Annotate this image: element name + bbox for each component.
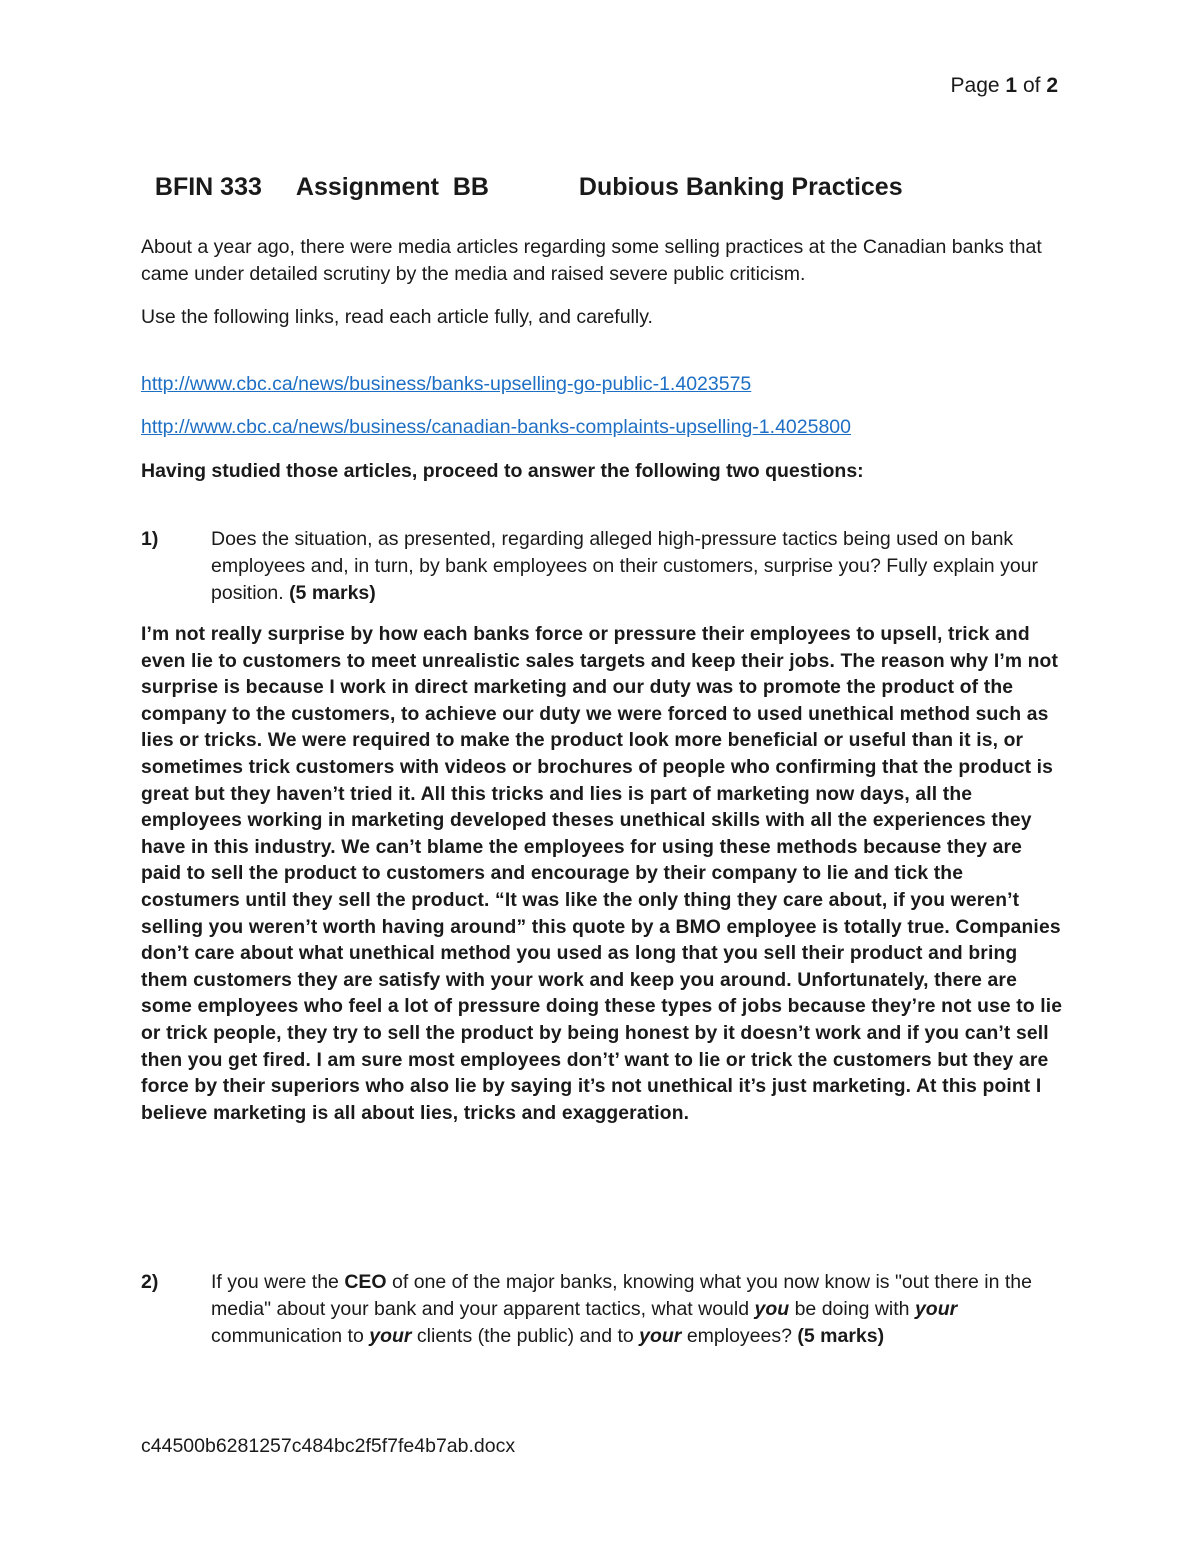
q2-part-3: be doing with	[789, 1298, 915, 1320]
page-number	[951, 74, 1058, 98]
page-total: 2	[1046, 74, 1058, 97]
q2-part-2: of one of the major banks, knowing what you now know is "out there in the media" about your bank and your apparent tactics, what would	[211, 1271, 1032, 1320]
link-text-2[interactable]: http://www.cbc.ca/news/business/canadian-banks-complaints-upselling-1.4025800	[141, 416, 851, 438]
questions-instruction: Having studied those articles, proceed to answer the following two questions:	[141, 460, 864, 482]
q2-your-1: your	[914, 1298, 958, 1320]
intro-paragraph: About a year ago, there were media articles regarding some selling practices at the Canadian banks that came under detailed scrutiny by the media and raised severe public criticism.	[141, 236, 1042, 285]
question-2-marks: (5 marks)	[797, 1325, 885, 1347]
link-text-1[interactable]: http://www.cbc.ca/news/business/banks-upselling-go-public-1.4023575	[141, 373, 752, 395]
question-1-number: 1)	[141, 528, 159, 550]
page-prefix: Page	[950, 74, 1000, 97]
title-topic: Dubious Banking Practices	[578, 173, 903, 201]
question-2-number: 2)	[141, 1271, 159, 1293]
question-1-text	[211, 526, 1061, 607]
document-title	[141, 144, 903, 202]
q2-part-4: communication to	[211, 1325, 370, 1347]
q2-your-3: your	[639, 1325, 682, 1347]
article-link-1[interactable]	[141, 371, 1061, 398]
q2-part-1: If you were the	[211, 1271, 345, 1293]
article-link-2[interactable]	[141, 414, 1061, 441]
page-current: 1	[1005, 74, 1018, 97]
q2-your-2: your	[369, 1325, 412, 1347]
page-of: of	[1022, 74, 1041, 97]
q2-ceo: CEO	[344, 1271, 387, 1293]
q2-part-5: clients (the public) and to	[411, 1325, 640, 1347]
question-1-body: Does the situation, as presented, regarding alleged high-pressure tactics being used on bank employees and, in turn, by bank employees on their customers, surprise you? Fully explain your position.	[211, 528, 1038, 604]
answer-1: I’m not really surprise by how each banks force or pressure their employees to upsell, trick and even lie to customers to meet unrealistic sales targets and keep their jobs. The reason why I’m not surprise is because I work in direct marketing and our duty was to promote the product of the company to the customers, to achieve our duty we were forced to used unethical method such as lies or tricks. We were required to make the product look more beneficial or useful than it is, or sometimes trick customers with videos or brochures of people who confirming that the product is great but they haven’t tried it. All this tricks and lies is part of marketing now days, all the employees working in marketing developed theses unethical skills with all the experiences they have in this industry. We can’t blame the employees for using these methods because they are paid to sell the product to customers and encourage by their company to lie and tick the costumers until they sell the product. “It was like the only thing they care about, if you weren’t selling you weren’t worth having around” this quote by a BMO employee is totally true. Companies don’t care about what unethical method you used as long that you sell their product and bring them customers they are satisfy with your work and keep you around. Unfortunately, there are some employees who feel a lot of pressure doing these types of jobs because they’re not use to lie or trick people, they try to sell the product by being honest by it doesn’t work and if you can’t sell then you get fired. I am sure most employees don’t’ want to lie or trick the customers but they are force by their superiors who also lie by saying it’s not unethical it’s just marketing. At this point I believe marketing is all about lies, tricks and exaggeration.	[141, 624, 1063, 1124]
title-assignment: Assignment BB	[295, 173, 489, 201]
title-course: BFIN 333	[154, 173, 262, 201]
q2-you: you	[754, 1298, 790, 1320]
footer-filename: c44500b6281257c484bc2f5f7fe4b7ab.docx	[141, 1435, 516, 1457]
question-2-text	[211, 1269, 1061, 1350]
question-1-marks: (5 marks)	[289, 582, 376, 604]
instructions-paragraph: Use the following links, read each article fully, and carefully.	[141, 306, 653, 328]
q2-part-6: employees?	[681, 1325, 798, 1347]
